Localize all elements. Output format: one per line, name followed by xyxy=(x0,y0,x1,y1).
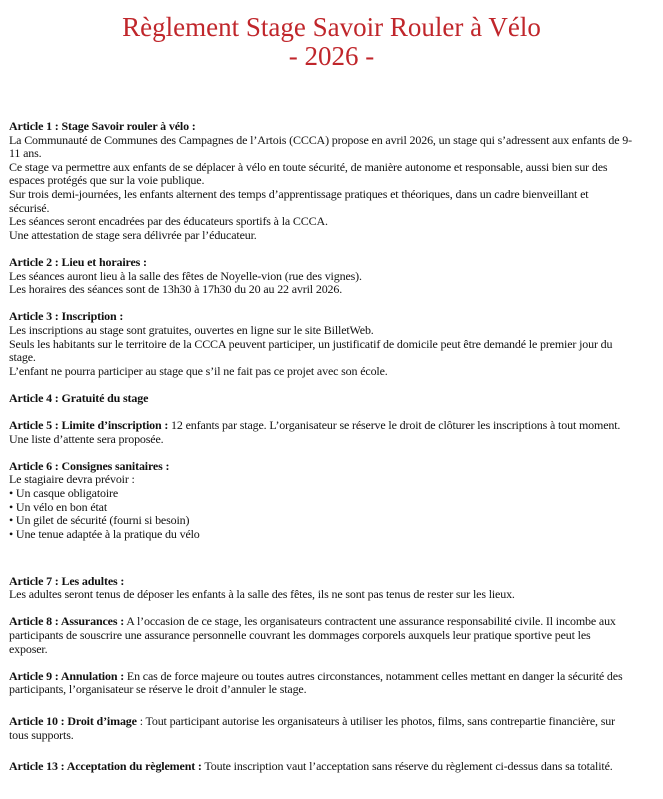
article-text: Les inscriptions au stage sont gratuites, ouvertes en ligne sur le site BilletWeb. xyxy=(9,322,374,337)
bullet-icon: • xyxy=(9,486,14,501)
article-text: 11 ans. xyxy=(9,146,42,161)
article-heading: Article 1 : Stage Savoir rouler à vélo : xyxy=(9,119,196,133)
article-text: participants de souscrire une assurance personnelle couvrant les dommages corporels auxquels leur pratique sportive peut les xyxy=(9,627,591,642)
article-heading: Article 10 : Droit d’image xyxy=(9,713,137,728)
article-heading: Article 6 : Consignes sanitaires : xyxy=(9,458,170,473)
article-heading: Article 4 : Gratuité du stage xyxy=(9,390,149,405)
article-text: La Communauté de Communes des Campagnes de l’Artois (CCCA) propose en avril 2026, un stage qui s’adressent aux enfants de 9- xyxy=(9,132,632,147)
spacer xyxy=(9,405,659,419)
article-text: Seuls les habitants sur le territoire de la CCCA peuvent participer, un justificatif de domicile peut être demandé le premier jour du xyxy=(9,336,613,351)
article-heading: Article 2 : Lieu et horaires : xyxy=(9,254,147,269)
article-13 xyxy=(9,760,659,774)
article-text: A l’occasion de ce stage, les organisateurs contractent une assurance responsabilité civile. Il incombe aux xyxy=(124,614,616,629)
title-line-1: Règlement Stage Savoir Rouler à Vélo xyxy=(122,12,541,42)
rules-body xyxy=(9,120,659,774)
article-heading: Article 9 : Annulation : xyxy=(9,668,125,683)
article-text: Ce stage va permettre aux enfants de se déplacer à vélo en toute sécurité, de manière autonome et responsable, aussi bien sur des xyxy=(9,159,608,174)
article-heading: Article 3 : Inscription : xyxy=(9,309,124,324)
article-text: Toute inscription vaut l’acceptation sans réserve du règlement ci-dessus dans sa totalité. xyxy=(201,759,613,774)
article-10 xyxy=(9,715,659,742)
bullet-icon: • xyxy=(9,499,14,514)
article-1 xyxy=(9,120,659,242)
document-title xyxy=(0,13,663,71)
spacer xyxy=(9,656,659,670)
article-text: Les horaires des séances sont de 13h30 à 17h30 du 20 au 22 avril 2026. xyxy=(9,282,343,297)
bullet-item: • Un gilet de sécurité (fourni si besoin) xyxy=(9,513,190,528)
article-text: exposer. xyxy=(9,641,48,656)
bullet-item: • Un casque obligatoire xyxy=(9,486,119,501)
article-text: espaces protégés que sur la voie publique. xyxy=(9,173,205,188)
article-7 xyxy=(9,575,659,602)
article-heading: Article 13 : Acceptation du règlement : xyxy=(9,759,202,774)
article-text: Les séances seront encadrées par des éducateurs sportifs à la CCCA. xyxy=(9,214,328,229)
article-4 xyxy=(9,392,659,406)
bullet-icon: • xyxy=(9,526,14,541)
article-9 xyxy=(9,670,659,697)
spacer xyxy=(9,297,659,311)
article-heading: Article 7 : Les adultes : xyxy=(9,573,125,588)
article-text: En cas de force majeure ou toutes autres circonstances, notamment celles mettant en danger la sécurité des xyxy=(124,668,623,683)
article-text: stage. xyxy=(9,350,36,365)
article-2 xyxy=(9,256,659,297)
article-text: Une liste d’attente sera proposée. xyxy=(9,431,164,446)
spacer xyxy=(9,541,659,568)
spacer xyxy=(9,242,659,256)
article-5 xyxy=(9,419,659,446)
article-text: 12 enfants par stage. L’organisateur se réserve le droit de clôturer les inscriptions à tout moment. xyxy=(168,418,621,433)
article-heading: Article 5 : Limite d’inscription : xyxy=(9,418,169,433)
article-text: L’enfant ne pourra participer au stage que s’il ne fait pas ce projet avec son école. xyxy=(9,363,388,378)
article-text: Une attestation de stage sera délivrée par l’éducateur. xyxy=(9,227,257,242)
title-year: - 2026 - xyxy=(288,41,375,71)
article-3 xyxy=(9,310,659,378)
article-text: tous supports. xyxy=(9,727,74,742)
spacer xyxy=(9,446,659,460)
bullet-item: • Une tenue adaptée à la pratique du vélo xyxy=(9,526,200,541)
article-text: participants, l’organisateur se réserve le droit d’annuler le stage. xyxy=(9,682,307,697)
article-text: Les séances auront lieu à la salle des fêtes de Noyelle-vion (rue des vignes). xyxy=(9,268,362,283)
article-text: Sur trois demi-journées, les enfants alternent des temps d’apprentissage pratiques et théoriques, dans un cadre bienveillant et xyxy=(9,186,589,201)
bullet-item: • Un vélo en bon état xyxy=(9,499,108,514)
article-8 xyxy=(9,615,659,656)
article-text: : Tout participant autorise les organisateurs à utiliser les photos, films, sans contrepartie financière, sur xyxy=(136,713,615,728)
spacer xyxy=(9,378,659,392)
article-text: Les adultes seront tenus de déposer les enfants à la salle des fêtes, ils ne sont pas tenus de rester sur les lieux. xyxy=(9,587,515,602)
article-heading: Article 8 : Assurances : xyxy=(9,614,125,629)
article-text: Le stagiaire devra prévoir : xyxy=(9,472,135,487)
article-text: sécurisé. xyxy=(9,200,50,215)
spacer xyxy=(9,602,659,616)
article-6 xyxy=(9,460,659,542)
bullet-icon: • xyxy=(9,513,14,528)
spacer xyxy=(9,697,659,715)
spacer xyxy=(9,742,659,760)
